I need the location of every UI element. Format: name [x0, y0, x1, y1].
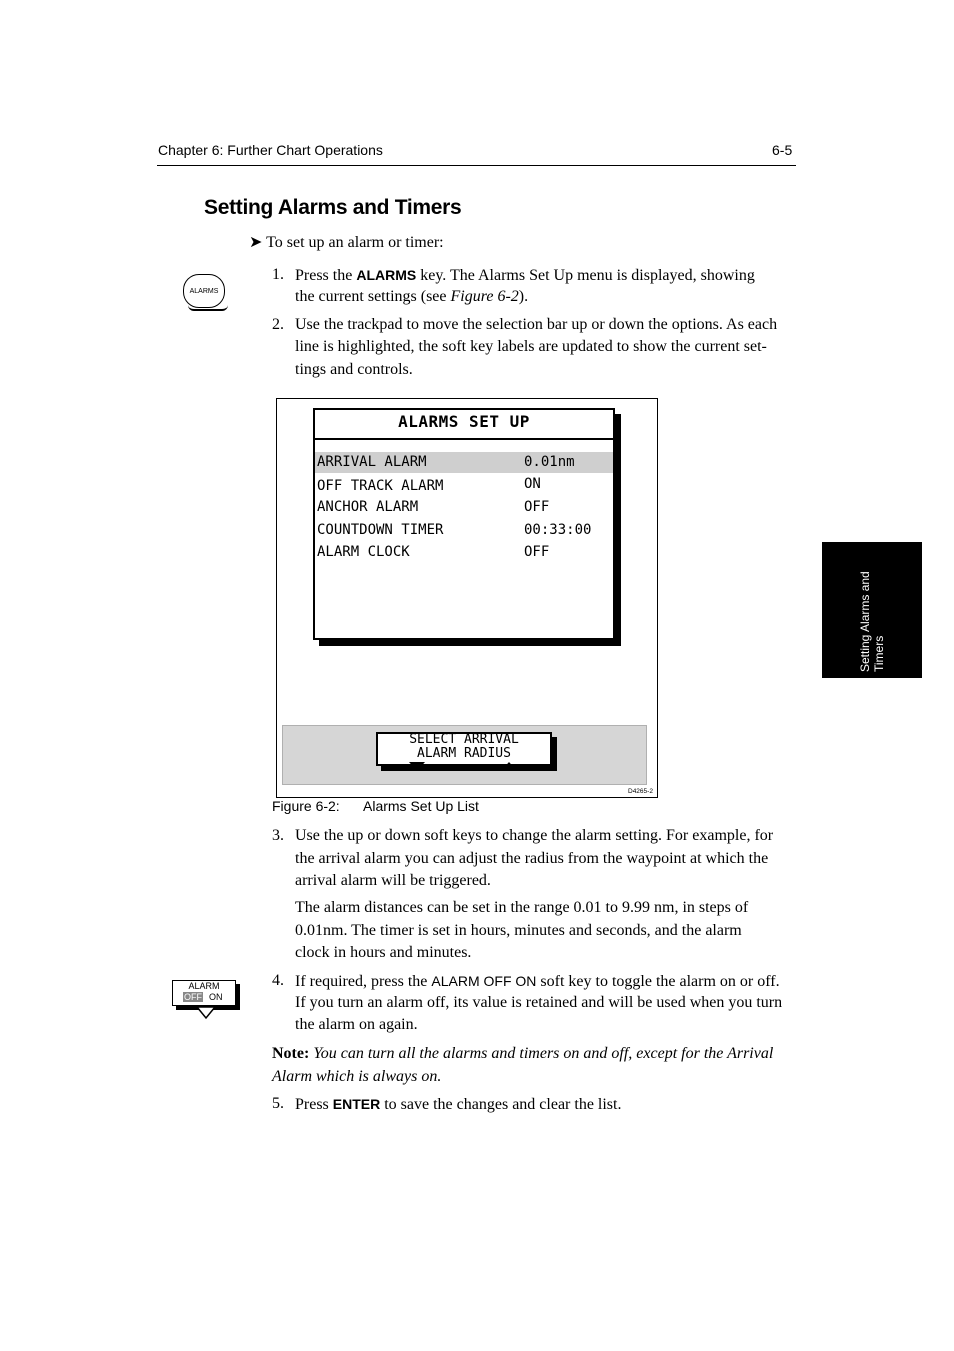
- header-rule: [157, 165, 796, 166]
- step-5-text: Press: [295, 1096, 333, 1113]
- alarms-key-label: ALARMS: [189, 287, 219, 295]
- note-line-2: [272, 1066, 441, 1089]
- window-title: ALARMS SET UP: [398, 412, 530, 431]
- note-text: You can turn all the alarms and timers on and off, except for the Arrival: [309, 1045, 774, 1062]
- intro-line: [249, 232, 444, 255]
- enter-key-ref: ENTER: [332, 1096, 381, 1112]
- step-5-text-cont: to save the changes and clear the list.: [380, 1096, 622, 1113]
- step-3-para-2-line-2: 0.01nm. The timer is set in hours, minutes and seconds, and the alarm: [295, 922, 742, 939]
- row-value-off-track-alarm: ON: [524, 476, 541, 492]
- side-tab-label: Setting Alarms and Timers: [858, 571, 886, 672]
- step-4-text: If required, press the: [295, 973, 432, 990]
- intro-text: To set up an alarm or timer:: [266, 234, 444, 251]
- row-label-alarm-clock[interactable]: ALARM CLOCK: [317, 544, 410, 560]
- step-1-number: 1.: [272, 266, 284, 283]
- step-1-text-3: ).: [518, 288, 529, 305]
- row-label-arrival-alarm[interactable]: ARRIVAL ALARM: [317, 454, 427, 470]
- running-header-chapter: Chapter 6: Further Chart Operations: [158, 142, 383, 158]
- down-arrow-icon[interactable]: [408, 760, 426, 772]
- row-value-alarm-clock: OFF: [524, 544, 550, 560]
- up-arrow-icon[interactable]: [500, 760, 518, 772]
- row-label-anchor-alarm[interactable]: ANCHOR ALARM: [317, 499, 419, 515]
- step-1-text-2: the current settings (see: [295, 288, 451, 305]
- side-tab: [822, 542, 922, 678]
- step-4-text-cont: soft key to toggle the alarm on or off.: [536, 973, 780, 990]
- softkey-label: [376, 733, 552, 761]
- softkey-label-line-1: SELECT ARRIVAL: [409, 732, 519, 747]
- row-value-countdown-timer: 00:33:00: [524, 522, 592, 538]
- step-3-number: 3.: [272, 827, 284, 844]
- step-2-line-2: line is highlighted, the soft key labels are updated to show the current set-: [295, 338, 767, 355]
- note-line-1: [272, 1043, 773, 1066]
- step-2-line-3: tings and controls.: [295, 361, 413, 378]
- step-1-text: Press the: [295, 267, 357, 284]
- note-text-2: Alarm which is always on.: [272, 1068, 442, 1085]
- step-3-para-2-line-3: clock in hours and minutes.: [295, 944, 472, 961]
- row-value-arrival-alarm: 0.01nm: [524, 454, 575, 470]
- figure-reference: Figure 6-2: [450, 288, 519, 305]
- step-3-para-2-line-1: The alarm distances can be set in the range 0.01 to 9.99 nm, in steps of: [295, 899, 749, 916]
- alarm-key-pointer-icon: [196, 1006, 216, 1020]
- page-number: 6-5: [772, 142, 793, 158]
- alarm-off-on-softkey-icon: [172, 980, 236, 1006]
- softkey-label-line-2: ALARM RADIUS: [417, 746, 511, 761]
- step-2-line-1: Use the trackpad to move the selection bar up or down the options. As each: [295, 316, 778, 333]
- figure-caption-title: Alarms Set Up List: [363, 798, 479, 814]
- arrow-bullet-icon: ➤: [249, 234, 263, 251]
- section-title: Setting Alarms and Timers: [204, 196, 462, 219]
- step-5-line: [295, 1093, 621, 1117]
- row-label-countdown-timer[interactable]: COUNTDOWN TIMER: [317, 522, 444, 538]
- figure-caption-label: Figure 6-2:: [272, 798, 340, 814]
- step-4-line-3: the alarm on again.: [295, 1016, 418, 1033]
- step-3-line-2: the arrival alarm you can adjust the radius from the waypoint at which the: [295, 850, 769, 867]
- step-4-number: 4.: [272, 972, 284, 989]
- step-4-line-1: [295, 970, 780, 994]
- alarm-off-key-off: OFF: [184, 992, 202, 1002]
- alarm-off-on-key-ref: ALARM OFF ON: [431, 973, 537, 989]
- step-3-line-1: Use the up or down soft keys to change the alarm setting. For example, for: [295, 827, 774, 844]
- step-5-number: 5.: [272, 1095, 284, 1112]
- row-label-off-track-alarm[interactable]: OFF TRACK ALARM: [317, 478, 444, 494]
- note-label: Note:: [272, 1045, 310, 1062]
- step-3-line-3: arrival alarm will be triggered.: [295, 872, 491, 889]
- step-1-text-cont: key. The Alarms Set Up menu is displayed, showing: [416, 267, 755, 284]
- step-1-line-2: [295, 286, 528, 309]
- step-4-line-2: If you turn an alarm off, its value is retained and will be used when you turn: [295, 994, 783, 1011]
- row-value-anchor-alarm: OFF: [524, 499, 550, 515]
- alarms-key-ref: ALARMS: [356, 267, 417, 283]
- alarm-off-key-on: ON: [209, 992, 223, 1002]
- step-2-number: 2.: [272, 316, 284, 333]
- alarms-key-icon: [183, 274, 225, 308]
- figure-id: D4265-2: [628, 788, 653, 795]
- step-1-line-1: [295, 264, 755, 288]
- alarm-off-key-top: ALARM: [188, 981, 220, 991]
